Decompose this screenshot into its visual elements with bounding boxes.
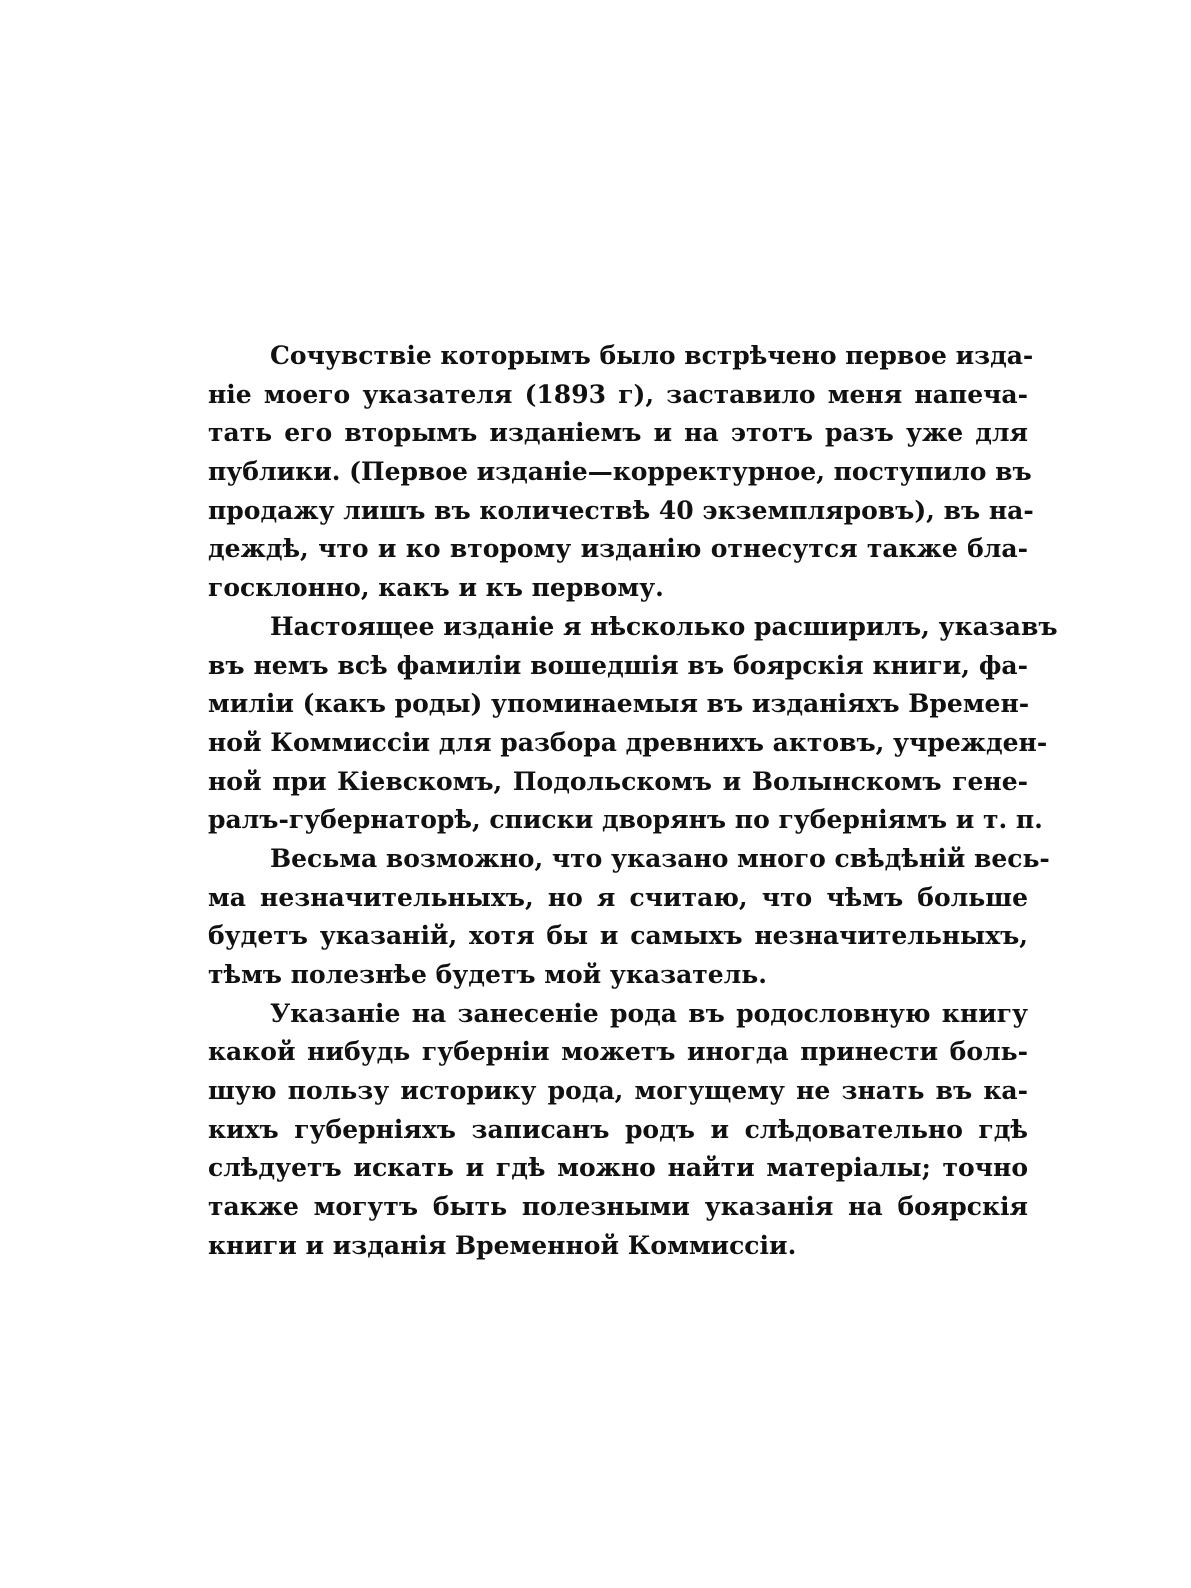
paragraph	[208, 608, 1058, 840]
text-line: Весьма возможно, что указано много свѣдѣній весь-	[270, 843, 1050, 873]
text-line: шую пользу историку рода, могущему не знать въ ка-	[208, 1076, 1028, 1106]
text-line: публики. (Первое изданіе—корректурное, поступило въ	[208, 457, 1032, 487]
text-line: деждѣ, что и ко второму изданію отнесутся также бла-	[208, 534, 1028, 564]
paragraph	[208, 995, 1028, 1266]
text-line: Указаніе на занесеніе рода въ родословную книгу	[270, 998, 1028, 1028]
text-line: тѣмъ полезнѣе будетъ мой указатель.	[208, 960, 767, 989]
preface-text	[208, 337, 1058, 1266]
text-line: Сочувствіе которымъ было встрѣчено первое изда-	[270, 341, 1034, 370]
text-line: госклонно, какъ и къ первому.	[208, 573, 664, 603]
paragraph	[208, 840, 1050, 995]
text-line: какой нибудь губерніи можетъ иногда принести боль-	[208, 1037, 1028, 1067]
text-line: ніе моего указателя (1893 г), заставило меня напеча-	[208, 379, 1028, 409]
text-line: тать его вторымъ изданіемъ и на этотъ разъ уже для	[208, 418, 1028, 448]
text-line: продажу лишъ въ количествѣ 40 экземпляровъ), въ на-	[208, 495, 1034, 525]
text-line: Настоящее изданіе я нѣсколько расширилъ, указавъ	[270, 611, 1058, 641]
text-line: въ немъ всѣ фамиліи вошедшія въ боярскія книги, фа-	[208, 650, 1028, 680]
text-line: ной при Кіевскомъ, Подольскомъ и Волынскомъ гене-	[208, 766, 1028, 796]
text-line: книги и изданія Временной Коммиссіи.	[208, 1230, 797, 1260]
text-line: будетъ указаній, хотя бы и самыхъ незначительныхъ,	[208, 921, 1028, 951]
paragraph	[208, 337, 1034, 608]
text-line: ной Коммиссіи для разбора древнихъ актовъ, учрежден-	[208, 727, 1048, 757]
text-line: ралъ-губернаторѣ, списки дворянъ по губерніямъ и т. п.	[208, 805, 1043, 835]
text-line: кихъ губерніяхъ записанъ родъ и слѣдовательно гдѣ	[208, 1114, 1028, 1144]
text-line: ма незначительныхъ, но я считаю, что чѣмъ больше	[208, 882, 1028, 912]
text-line: слѣдуетъ искать и гдѣ можно найти матеріалы; точно	[208, 1153, 1028, 1183]
text-line: миліи (какъ роды) упоминаемыя въ изданіяхъ Времен-	[208, 689, 1030, 719]
text-line: также могутъ быть полезными указанія на боярскія	[208, 1192, 1028, 1222]
